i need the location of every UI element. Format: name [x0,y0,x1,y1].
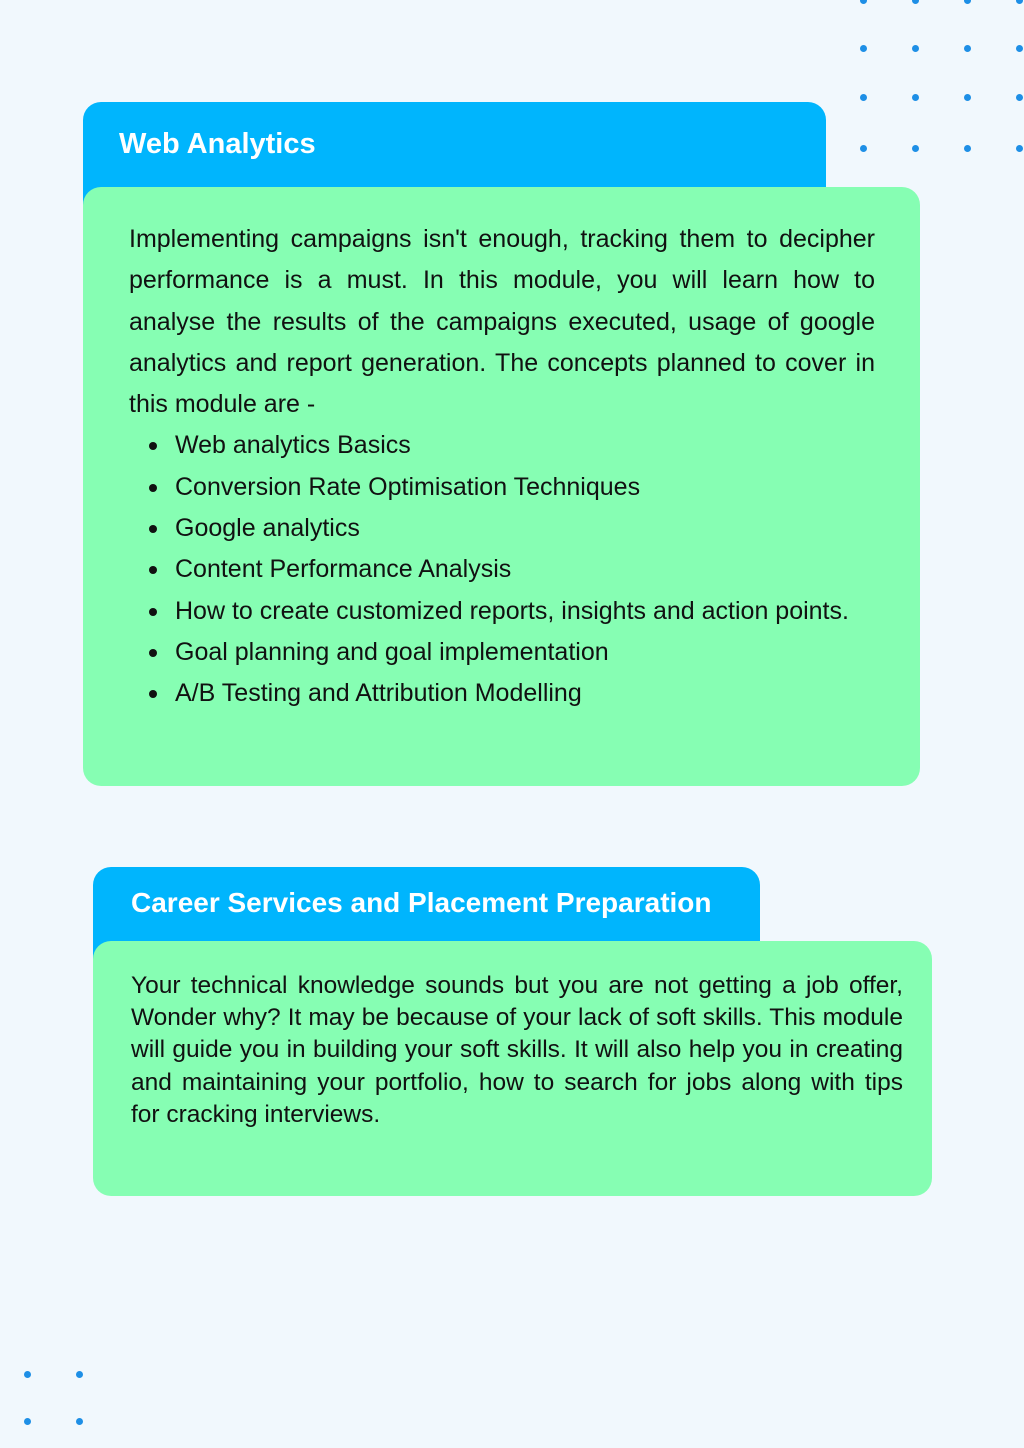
dot [1016,45,1023,52]
dot [912,0,919,4]
dot [912,94,919,101]
list-item: A/B Testing and Attribution Modelling [129,673,875,714]
section-card-web-analytics [83,187,920,786]
list-item: Conversion Rate Optimisation Techniques [129,467,875,508]
dot [860,94,867,101]
dot [76,1418,83,1425]
dot [76,1371,83,1378]
dot [860,145,867,152]
dot [1016,0,1023,4]
dot-grid-bottom-left [0,1360,120,1440]
section-paragraph: Implementing campaigns isn't enough, tracking them to decipher performance is a must. In this module, you will learn how to analyse the results of the campaigns executed, usage of google analytics and report generation. The concepts planned to cover in this module are - [129,225,875,419]
list-item: Goal planning and goal implementation [129,632,875,673]
dot [24,1371,31,1378]
list-item: Content Performance Analysis [129,549,875,590]
dot [964,0,971,4]
dot [1016,94,1023,101]
list-item: Google analytics [129,508,875,549]
dot [24,1418,31,1425]
section-title: Web Analytics [119,128,316,160]
section-paragraph: Your technical knowledge sounds but you are not getting a job offer, Wonder why? It may be because of your lack of soft skills. This module will guide you in building your soft skills. It will also help you in creating and maintaining your portfolio, how to search for jobs along with tips for cracking interviews. [131,972,903,1128]
section-title: Career Services and Placement Preparation [131,887,712,918]
dot [964,45,971,52]
dot [912,145,919,152]
dot [912,45,919,52]
section-card-career-services [93,941,932,1196]
dot [964,94,971,101]
list-item: How to create customized reports, insights and action points. [129,591,875,632]
dot [1016,145,1023,152]
dot [964,145,971,152]
dot [860,0,867,4]
list-item: Web analytics Basics [129,425,875,466]
dot [860,45,867,52]
topic-list [129,425,875,714]
